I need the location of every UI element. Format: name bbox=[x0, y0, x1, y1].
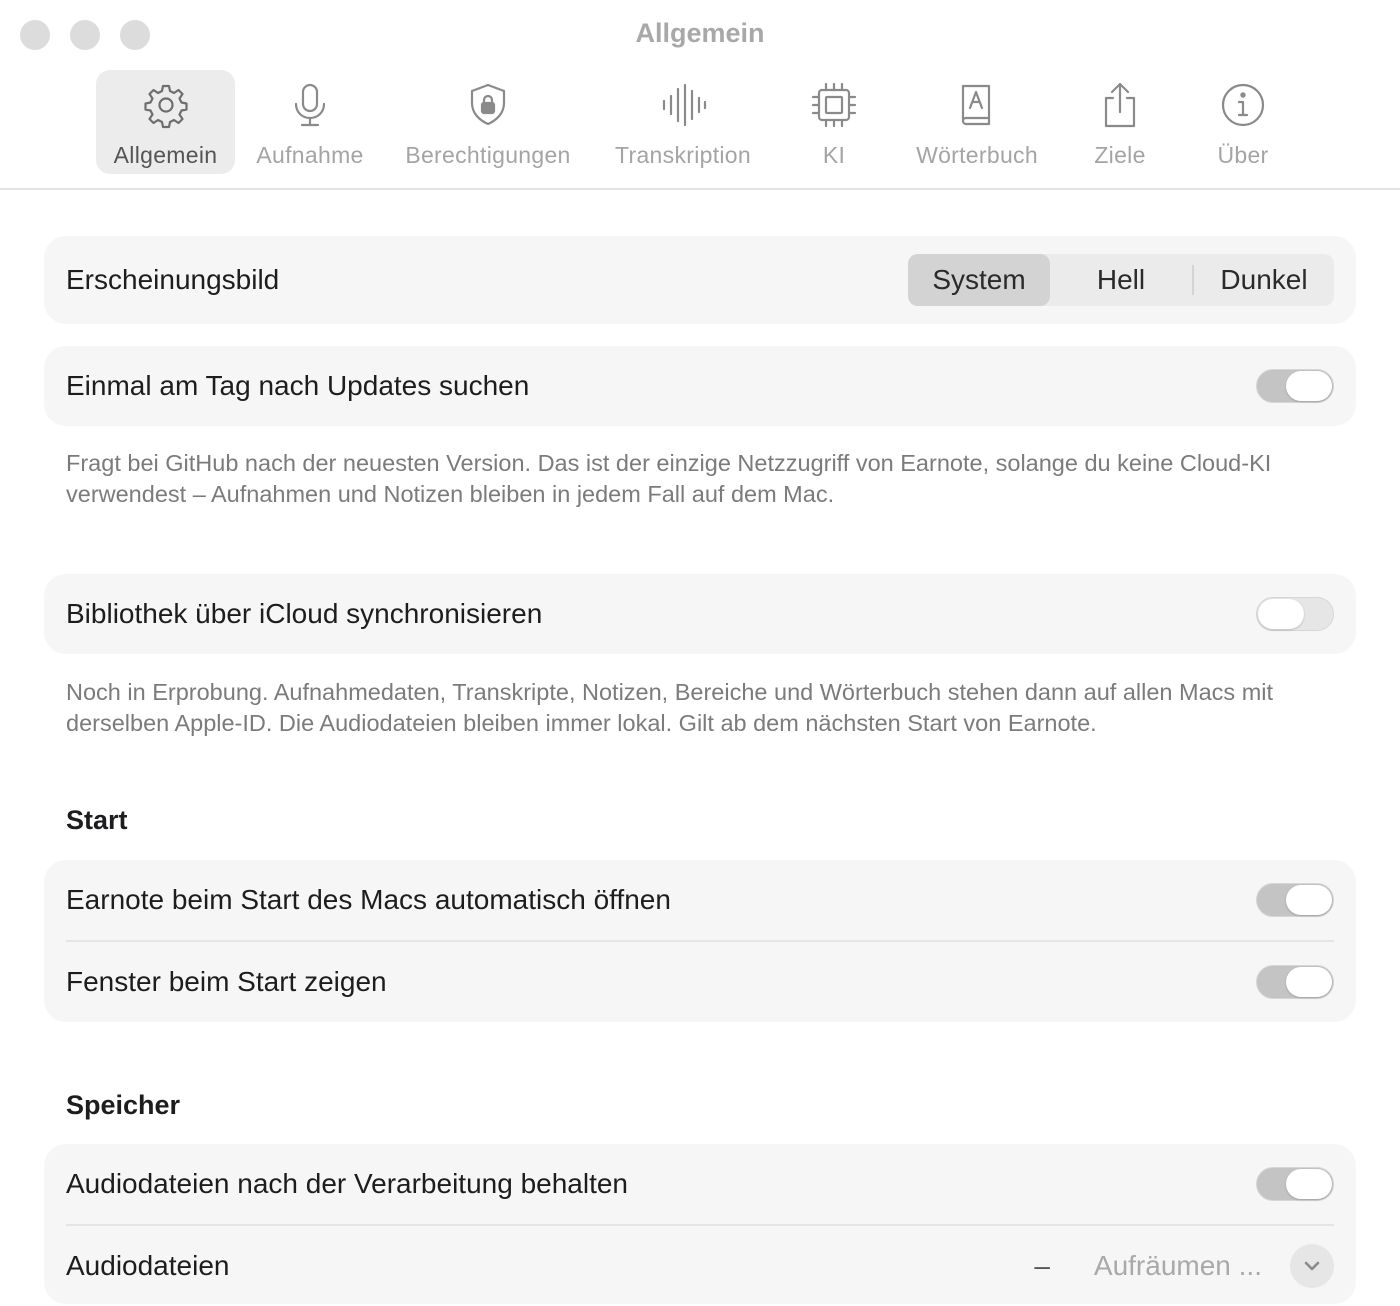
tab-ziele[interactable] bbox=[1082, 70, 1158, 174]
appearance-segmented-control bbox=[908, 254, 1334, 306]
icloud-row bbox=[66, 574, 1334, 654]
info-icon bbox=[1219, 80, 1267, 130]
appearance-option-dunkel[interactable]: Dunkel bbox=[1220, 264, 1308, 295]
tab-ueber[interactable] bbox=[1200, 70, 1286, 174]
appearance-card bbox=[44, 236, 1356, 324]
show-window-row bbox=[66, 942, 1334, 1022]
updates-toggle[interactable] bbox=[1256, 369, 1334, 403]
cleanup-button[interactable]: Aufräumen ... bbox=[1093, 1250, 1262, 1281]
keep-audio-label: Audiodateien nach der Verarbeitung behalten bbox=[66, 1168, 628, 1199]
auto-open-row bbox=[66, 860, 1334, 940]
tab-transkription[interactable] bbox=[604, 70, 762, 174]
tab-woerterbuch[interactable] bbox=[904, 70, 1050, 174]
icloud-toggle[interactable] bbox=[1256, 597, 1334, 631]
cleanup-menu-button[interactable] bbox=[1290, 1244, 1334, 1288]
tab-label: Wörterbuch bbox=[916, 142, 1038, 168]
section-title-start: Start bbox=[66, 805, 128, 835]
waveform-icon bbox=[659, 80, 707, 130]
storage-card bbox=[44, 1144, 1356, 1304]
auto-open-label: Earnote beim Start des Macs automatisch öffnen bbox=[66, 884, 671, 915]
tab-ki[interactable] bbox=[800, 70, 868, 174]
icloud-description: Noch in Erprobung. Aufnahmedaten, Transkripte, Notizen, Bereiche und Wörterbuch stehen dann auf allen Macs mit derselben Apple-ID. Die Audiodateien bleiben immer lokal. Gilt ab dem nächsten Start von Earnote. bbox=[66, 679, 1274, 736]
tab-aufnahme[interactable] bbox=[248, 70, 372, 174]
tab-label: KI bbox=[822, 142, 846, 168]
show-window-label: Fenster beim Start zeigen bbox=[66, 966, 387, 997]
auto-open-toggle[interactable] bbox=[1256, 883, 1334, 917]
tab-label: Ziele bbox=[1094, 142, 1146, 168]
tab-label: Allgemein bbox=[113, 142, 218, 168]
show-window-toggle[interactable] bbox=[1256, 965, 1334, 999]
appearance-option-hell[interactable]: Hell bbox=[1096, 264, 1146, 295]
window-title: Allgemein bbox=[635, 18, 765, 48]
updates-card bbox=[44, 346, 1356, 426]
start-card bbox=[44, 860, 1356, 1022]
shield-lock-icon bbox=[464, 80, 512, 130]
tab-label: Aufnahme bbox=[256, 142, 364, 168]
tab-allgemein[interactable] bbox=[96, 70, 235, 174]
appearance-option-system[interactable]: System bbox=[908, 254, 1050, 306]
tab-label: Transkription bbox=[615, 142, 751, 168]
audio-files-controls bbox=[1034, 1244, 1334, 1288]
updates-description: Fragt bei GitHub nach der neuesten Version. Das ist der einzige Netzzugriff von Earnote, solange du keine Cloud-KI verwendest – Aufnahmen und Notizen bleiben in jedem Fall auf dem Mac. bbox=[66, 450, 1272, 507]
appearance-row bbox=[66, 236, 1334, 324]
microphone-icon bbox=[286, 80, 334, 130]
share-icon bbox=[1096, 80, 1144, 130]
audio-files-label: Audiodateien bbox=[66, 1250, 230, 1281]
icloud-card bbox=[44, 574, 1356, 654]
chevron-down-icon bbox=[1302, 1256, 1322, 1276]
audio-files-row bbox=[66, 1226, 1334, 1306]
appearance-label: Erscheinungsbild bbox=[66, 264, 280, 295]
icloud-label: Bibliothek über iCloud synchronisieren bbox=[66, 598, 543, 629]
tab-label: Berechtigungen bbox=[405, 142, 571, 168]
keep-audio-row bbox=[66, 1144, 1334, 1224]
cpu-chip-icon bbox=[810, 80, 858, 130]
updates-label: Einmal am Tag nach Updates suchen bbox=[66, 370, 530, 401]
dictionary-book-icon bbox=[953, 80, 1001, 130]
gear-icon bbox=[142, 80, 190, 130]
section-title-speicher: Speicher bbox=[66, 1090, 181, 1120]
tab-berechtigungen[interactable] bbox=[392, 70, 584, 174]
updates-row bbox=[66, 346, 1334, 426]
tab-label: Über bbox=[1217, 142, 1269, 168]
keep-audio-toggle[interactable] bbox=[1256, 1167, 1334, 1201]
audio-files-size: – bbox=[1034, 1250, 1050, 1281]
preferences-toolbar bbox=[0, 0, 1400, 190]
